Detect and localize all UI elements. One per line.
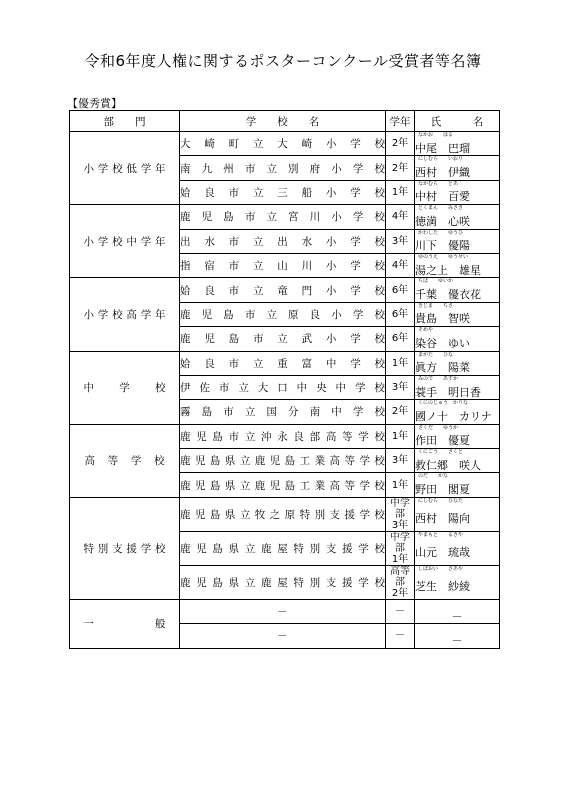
- name-ruby: のだ かな: [418, 473, 449, 480]
- name-cell: [415, 351, 500, 375]
- name-cell: [415, 599, 500, 623]
- name-ruby: まがた ひな: [418, 351, 454, 358]
- category-cell: 小 学 校 低 学 年: [70, 132, 180, 205]
- name-cell: [415, 624, 500, 648]
- name-ruby: くにごう さくと: [418, 449, 464, 456]
- grade-cell: 3年: [386, 229, 415, 253]
- name-ruby: やまもと るきや: [418, 531, 464, 538]
- school-cell: [180, 132, 386, 156]
- name-cell: [415, 180, 500, 204]
- name-ruby: とくまん みさき: [418, 205, 464, 212]
- school-cell: [180, 180, 386, 204]
- school-name: 鹿 児 島 市 立 武 小 学 校: [180, 333, 385, 346]
- name-ruby: しばおい さあや: [418, 565, 464, 572]
- category-cell: 特 別 支 援 学 校: [70, 497, 180, 599]
- category-cell: 中 学 校: [70, 351, 180, 424]
- school-cell: [180, 473, 386, 497]
- header-school: 学 校 名: [180, 111, 386, 132]
- school-cell: [180, 400, 386, 424]
- school-name: 鹿 児 島 県 立 鹿 屋 特 別 支 援 学 校: [180, 576, 385, 589]
- school-name: 鹿 児 島 市 立 原 良 小 学 校: [180, 308, 385, 321]
- name-text: －: [451, 633, 463, 647]
- name-text: 川下 優陽: [415, 239, 470, 253]
- school-cell: [180, 327, 386, 351]
- name-cell: [415, 565, 500, 599]
- table-row: [70, 424, 500, 448]
- grade-cell: 3年: [386, 375, 415, 399]
- name-text: 眞方 陽菜: [415, 361, 470, 375]
- name-ruby: くにのじゅう かりな: [418, 400, 469, 407]
- school-name: －: [277, 630, 288, 643]
- name-text: 野田 閣夏: [415, 483, 470, 497]
- name-cell: [415, 327, 500, 351]
- school-name: 鹿 児 島 県 立 鹿 児 島 工 業 高 等 学 校: [180, 455, 385, 468]
- grade-cell: 6年: [386, 302, 415, 326]
- name-text: 國ノ十 カリナ: [415, 409, 492, 423]
- school-name: 姶 良 市 立 重 富 中 学 校: [180, 357, 385, 370]
- name-text: 徳満 心咲: [415, 214, 470, 228]
- name-text: 作田 優夏: [415, 434, 470, 448]
- name-ruby: にしむら いおり: [418, 156, 464, 163]
- school-cell: [180, 565, 386, 599]
- school-cell: [180, 497, 386, 531]
- name-cell: [415, 205, 500, 229]
- table-row: [70, 278, 500, 302]
- school-cell: [180, 424, 386, 448]
- name-text: 西村 伊織: [415, 166, 470, 180]
- school-cell: [180, 205, 386, 229]
- school-name: 南 九 州 市 立 別 府 小 学 校: [180, 162, 385, 175]
- school-name: 指 宿 市 立 山 川 小 学 校: [180, 260, 385, 273]
- grade-cell: 2年: [386, 132, 415, 156]
- name-text: 千葉 優衣花: [415, 288, 481, 302]
- name-ruby: ちば ゆいか: [418, 278, 454, 285]
- school-name: 鹿 児 島 市 立 沖 永 良 部 高 等 学 校: [180, 430, 385, 443]
- table-row: [70, 599, 500, 623]
- name-text: 中村 百愛: [415, 190, 470, 204]
- grade-cell: 2年: [386, 400, 415, 424]
- school-cell: [180, 599, 386, 623]
- grade-cell: 6年: [386, 327, 415, 351]
- table-body: [70, 132, 500, 649]
- grade-cell: 高等部 2年: [386, 565, 415, 599]
- table-row: [70, 205, 500, 229]
- grade-cell: 4年: [386, 205, 415, 229]
- name-ruby: かわした ゆうひ: [418, 229, 464, 236]
- category-cell: 高 等 学 校: [70, 424, 180, 497]
- grade-cell: 1年: [386, 473, 415, 497]
- table-header-row: [70, 111, 500, 132]
- page-title: 令和6年度人権に関するポスターコンクール受賞者等名簿: [84, 52, 482, 70]
- name-cell: [415, 156, 500, 180]
- school-name: 鹿 児 島 県 立 牧 之 原 特 別 支 援 学 校: [180, 508, 385, 521]
- name-text: 中尾 巴瑠: [415, 141, 470, 155]
- category-cell: 小 学 校 高 学 年: [70, 278, 180, 351]
- school-cell: [180, 302, 386, 326]
- school-name: 出 水 市 立 出 水 小 学 校: [180, 235, 385, 248]
- table-row: [70, 132, 500, 156]
- school-cell: [180, 278, 386, 302]
- school-cell: [180, 624, 386, 648]
- name-ruby: なかむら とあ: [418, 180, 459, 187]
- grade-cell: 中学部 3年: [386, 497, 415, 531]
- name-cell: [415, 449, 500, 473]
- name-cell: [415, 497, 500, 531]
- school-name: 鹿 児 島 県 立 鹿 屋 特 別 支 援 学 校: [180, 542, 385, 555]
- grade-cell: 4年: [386, 253, 415, 277]
- name-cell: [415, 531, 500, 565]
- grade-cell: 1年: [386, 351, 415, 375]
- name-cell: [415, 278, 500, 302]
- grade-cell: 中学部 1年: [386, 531, 415, 565]
- school-cell: [180, 531, 386, 565]
- name-cell: [415, 400, 500, 424]
- name-cell: [415, 132, 500, 156]
- school-cell: [180, 351, 386, 375]
- grade-cell: 1年: [386, 424, 415, 448]
- name-ruby: さくだ ゆうか: [418, 424, 459, 431]
- name-text: 救仁郷 咲人: [415, 458, 481, 472]
- name-cell: [415, 375, 500, 399]
- name-text: 蓑手 明日香: [415, 385, 481, 399]
- school-cell: [180, 229, 386, 253]
- grade-cell: 6年: [386, 278, 415, 302]
- name-ruby: きじま ちさ: [418, 302, 454, 309]
- name-text: －: [451, 609, 463, 623]
- school-cell: [180, 449, 386, 473]
- name-cell: [415, 229, 500, 253]
- school-cell: [180, 156, 386, 180]
- name-cell: [415, 302, 500, 326]
- name-text: 貴島 智咲: [415, 312, 470, 326]
- name-cell: [415, 473, 500, 497]
- school-cell: [180, 375, 386, 399]
- header-name: 氏 名: [415, 111, 500, 132]
- name-cell: [415, 253, 500, 277]
- school-name: －: [277, 606, 288, 619]
- school-name: 鹿 児 島 県 立 鹿 児 島 工 業 高 等 学 校: [180, 479, 385, 492]
- table-row: [70, 497, 500, 531]
- school-name: 大 崎 町 立 大 崎 小 学 校: [180, 138, 385, 151]
- grade-cell: 2年: [386, 156, 415, 180]
- header-category: 部 門: [70, 111, 180, 132]
- name-text: 湯之上 雄星: [415, 263, 481, 277]
- section-label: 【優秀賞】: [67, 97, 122, 110]
- award-table: [69, 110, 500, 649]
- grade-cell: 3年: [386, 449, 415, 473]
- grade-cell: －: [386, 624, 415, 648]
- grade-cell: 1年: [386, 180, 415, 204]
- name-ruby: そめや: [418, 327, 434, 334]
- category-cell: 一 般: [70, 599, 180, 648]
- name-ruby: にしむら ひなた: [418, 497, 464, 504]
- name-text: 芝生 紗綾: [415, 580, 470, 594]
- name-text: 西村 陽向: [415, 512, 470, 526]
- name-ruby: ゆのうえ ゆうせい: [418, 253, 469, 260]
- school-name: 伊 佐 市 立 大 口 中 央 中 学 校: [180, 382, 385, 395]
- grade-cell: －: [386, 599, 415, 623]
- name-ruby: みので あすか: [418, 375, 459, 382]
- school-name: 霧 島 市 立 国 分 南 中 学 校: [180, 406, 385, 419]
- school-name: 姶 良 市 立 三 船 小 学 校: [180, 186, 385, 199]
- name-cell: [415, 424, 500, 448]
- name-text: 染谷 ゆい: [415, 336, 470, 350]
- category-cell: 小 学 校 中 学 年: [70, 205, 180, 278]
- school-cell: [180, 253, 386, 277]
- name-text: 山元 琉哉: [415, 546, 470, 560]
- name-ruby: なかお はる: [418, 132, 454, 138]
- school-name: 姶 良 市 立 竜 門 小 学 校: [180, 284, 385, 297]
- header-grade: 学年: [386, 111, 415, 132]
- table-row: [70, 351, 500, 375]
- school-name: 鹿 児 島 市 立 宮 川 小 学 校: [180, 211, 385, 224]
